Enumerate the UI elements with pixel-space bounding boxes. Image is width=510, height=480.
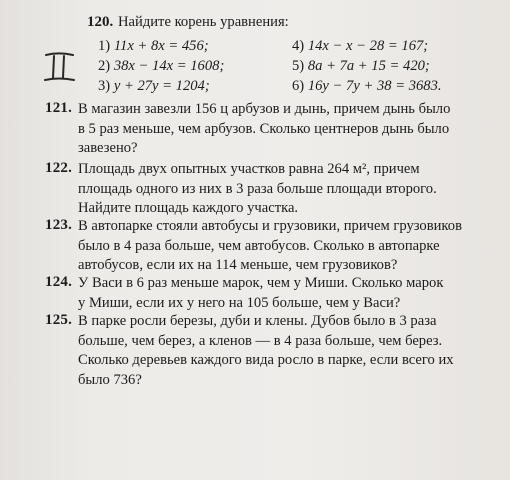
problem-121-line-3: завезено? (78, 140, 138, 156)
equation-3 (98, 78, 210, 95)
equation-3-expr: y + 27y = 1204; (113, 78, 210, 94)
equation-4-label: 4) (292, 38, 305, 54)
problem-122-line-3: Найдите площадь каждого участка. (78, 200, 299, 216)
problem-120-number: 120. (87, 14, 114, 30)
problem-122-number: 122. (45, 160, 73, 176)
problem-121-text (78, 100, 498, 159)
problem-125-number: 125. (45, 312, 73, 328)
problem-125-line-4: было 736? (78, 371, 142, 388)
problem-124-line-2: у Миши, если их у него на 105 больше, чем у Васи? (78, 294, 401, 311)
problem-124-line-1: У Васи в 6 раз меньше марок, чем у Миши. Сколько марок (78, 275, 444, 291)
equation-1-expr: 11x + 8x = 456; (113, 38, 209, 54)
equation-2-label: 2) (98, 58, 111, 74)
equation-2 (98, 58, 224, 75)
problem-125-line-3: Сколько деревьев каждого вида росло в парке, если всего их (78, 352, 454, 368)
equation-4-expr: 14x − x − 28 = 167; (307, 38, 429, 54)
problem-123-line-1: В автопарке стояли автобусы и грузовики, причем грузовиков (78, 218, 462, 234)
problem-120-title: Найдите корень уравнения: (118, 14, 289, 30)
equation-3-label: 3) (98, 78, 111, 94)
problem-121-number: 121. (45, 100, 73, 116)
problem-123 (45, 217, 498, 276)
problem-121-line-2: в 5 раз меньше, чем арбузов. Сколько центнеров дынь было (78, 120, 450, 137)
problem-125 (45, 312, 498, 390)
problem-124 (45, 274, 498, 313)
problem-122-line-2: площадь одного из них в 3 раза больше площади второго. (78, 180, 437, 197)
equation-6-label: 6) (292, 78, 305, 94)
problem-125-line-1: В парке росли березы, дуби и клены. Дубов было в 3 раза (78, 313, 437, 329)
problem-122-line-1: Площадь двух опытных участков равна 264 м², причем (78, 161, 420, 177)
equation-1-label: 1) (98, 38, 111, 54)
problem-122-text (78, 160, 498, 219)
problem-121 (45, 100, 498, 159)
equation-1 (98, 38, 209, 55)
problem-125-text (78, 312, 498, 390)
problem-124-number: 124. (45, 274, 73, 290)
equation-4 (292, 38, 428, 55)
equation-5 (292, 58, 430, 75)
problem-123-line-3: автобусов, если их на 114 меньше, чем грузовиков? (78, 257, 398, 273)
problem-121-line-1: В магазин завезли 156 ц арбузов и дынь, причем дынь было (78, 101, 451, 117)
equation-5-expr: 8a + 7a + 15 = 420; (307, 58, 430, 74)
problem-124-text (78, 274, 498, 313)
equation-5-label: 5) (292, 58, 305, 74)
equation-6-expr: 16y − 7y + 38 = 3683. (307, 78, 442, 94)
problem-125-line-2: больше, чем берез, а кленов — в 4 раза больше, чем берез. (78, 332, 443, 349)
equation-6 (292, 78, 442, 95)
handwritten-roman-two-mark (42, 50, 76, 84)
equation-2-expr: 38x − 14x = 1608; (113, 58, 225, 74)
problem-123-text (78, 217, 498, 276)
problem-122 (45, 160, 498, 219)
problem-123-line-2: было в 4 раза больше, чем автобусов. Сколько в автопарке (78, 237, 440, 254)
problem-123-number: 123. (45, 217, 73, 233)
